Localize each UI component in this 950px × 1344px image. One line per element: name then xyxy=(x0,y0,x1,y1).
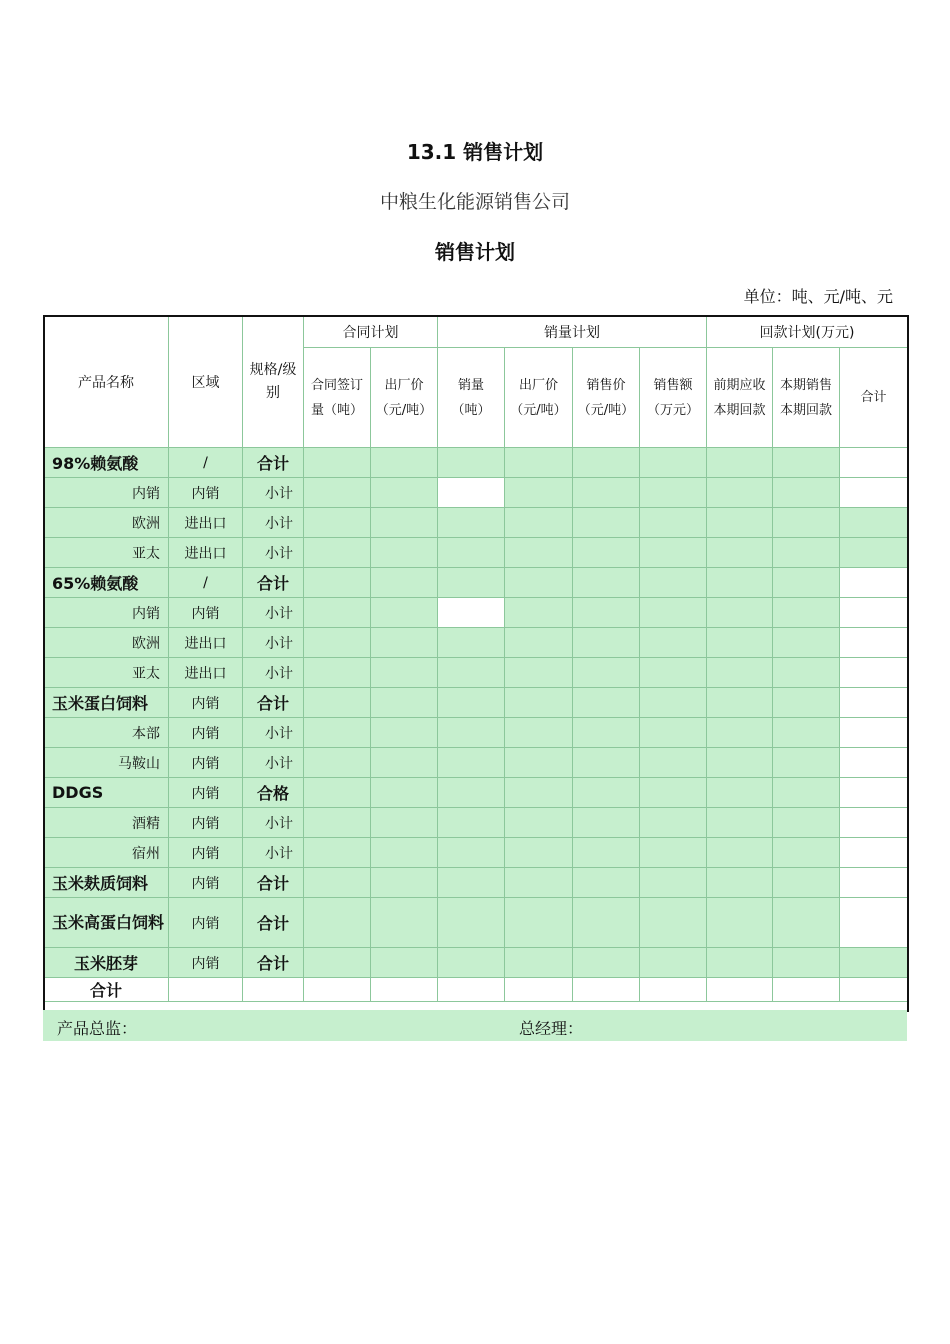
cell-region: 进出口 xyxy=(169,538,243,568)
cell-value[interactable] xyxy=(505,688,573,718)
cell-value[interactable] xyxy=(371,658,438,688)
cell-product-name: 玉米麸质饲料 xyxy=(44,868,169,898)
cell-region: 进出口 xyxy=(169,658,243,688)
cell-spec: 小计 xyxy=(243,478,304,508)
cell-value[interactable] xyxy=(773,808,840,838)
cell-product-name: 98%赖氨酸 xyxy=(44,448,169,478)
cell-value[interactable] xyxy=(304,948,371,978)
cell-value[interactable] xyxy=(573,448,640,478)
cell-value[interactable] xyxy=(773,568,840,598)
cell-value[interactable] xyxy=(371,568,438,598)
cell-value[interactable] xyxy=(505,658,573,688)
cell-value[interactable] xyxy=(371,948,438,978)
cell-value[interactable] xyxy=(640,978,707,1002)
cell-value[interactable] xyxy=(773,598,840,628)
cell-product-name: 65%赖氨酸 xyxy=(44,568,169,598)
cell-value[interactable] xyxy=(840,868,908,898)
cell-value[interactable] xyxy=(640,948,707,978)
cell-value[interactable] xyxy=(707,838,773,868)
cell-region: 内销 xyxy=(169,838,243,868)
cell-product-name: 玉米高蛋白饲料 xyxy=(44,898,169,948)
cell-value[interactable] xyxy=(304,598,371,628)
cell-region: 进出口 xyxy=(169,508,243,538)
cell-value[interactable] xyxy=(438,478,505,508)
cell-value[interactable] xyxy=(640,598,707,628)
cell-value[interactable] xyxy=(438,508,505,538)
cell-value[interactable] xyxy=(707,478,773,508)
cell-value[interactable] xyxy=(707,898,773,948)
cell-value[interactable] xyxy=(438,838,505,868)
cell-value[interactable] xyxy=(773,948,840,978)
cell-value[interactable] xyxy=(707,718,773,748)
cell-value[interactable] xyxy=(505,838,573,868)
cell-value[interactable] xyxy=(840,978,908,1002)
cell-value[interactable] xyxy=(438,628,505,658)
cell-value[interactable] xyxy=(505,868,573,898)
cell-value[interactable] xyxy=(640,898,707,948)
cell-value[interactable] xyxy=(840,688,908,718)
cell-value[interactable] xyxy=(573,568,640,598)
cell-product-name: 内销 xyxy=(44,598,169,628)
table-row xyxy=(44,538,908,568)
cell-value[interactable] xyxy=(773,508,840,538)
cell-value[interactable] xyxy=(304,868,371,898)
cell-value[interactable] xyxy=(371,508,438,538)
cell-value[interactable] xyxy=(773,718,840,748)
signature-footer xyxy=(43,1010,907,1041)
cell-value[interactable] xyxy=(371,838,438,868)
cell-product-name: 合计 xyxy=(44,978,169,1002)
cell-product-name: 内销 xyxy=(44,478,169,508)
header-current-receivable: 本期销售本期回款 xyxy=(773,348,840,448)
cell-value[interactable] xyxy=(438,658,505,688)
cell-value[interactable] xyxy=(573,748,640,778)
cell-value[interactable] xyxy=(707,568,773,598)
cell-value[interactable] xyxy=(371,688,438,718)
cell-value[interactable] xyxy=(304,718,371,748)
cell-value[interactable] xyxy=(640,448,707,478)
cell-spec: 小计 xyxy=(243,808,304,838)
cell-region: 内销 xyxy=(169,948,243,978)
cell-product-name: 本部 xyxy=(44,718,169,748)
cell-value[interactable] xyxy=(505,478,573,508)
cell-value[interactable] xyxy=(573,808,640,838)
cell-value[interactable] xyxy=(438,868,505,898)
cell-value[interactable] xyxy=(371,898,438,948)
cell-value[interactable] xyxy=(371,808,438,838)
table-row xyxy=(44,838,908,868)
cell-value[interactable] xyxy=(773,978,840,1002)
header-prior-receivable: 前期应收本期回款 xyxy=(707,348,773,448)
cell-value[interactable] xyxy=(304,658,371,688)
cell-value[interactable] xyxy=(505,628,573,658)
cell-value[interactable] xyxy=(707,948,773,978)
cell-value[interactable] xyxy=(707,868,773,898)
cell-spec: 合计 xyxy=(243,448,304,478)
cell-value[interactable] xyxy=(304,568,371,598)
cell-value[interactable] xyxy=(304,778,371,808)
cell-region: 进出口 xyxy=(169,628,243,658)
cell-value[interactable] xyxy=(438,978,505,1002)
cell-spec: 小计 xyxy=(243,838,304,868)
table-row xyxy=(44,898,908,948)
cell-value[interactable] xyxy=(840,568,908,598)
cell-value[interactable] xyxy=(640,718,707,748)
cell-product-name: 亚太 xyxy=(44,658,169,688)
cell-spec: 合计 xyxy=(243,948,304,978)
cell-value[interactable] xyxy=(773,778,840,808)
cell-product-name: 宿州 xyxy=(44,838,169,868)
cell-value[interactable] xyxy=(840,598,908,628)
cell-value[interactable] xyxy=(371,598,438,628)
cell-value[interactable] xyxy=(573,658,640,688)
cell-value[interactable] xyxy=(505,718,573,748)
cell-value[interactable] xyxy=(371,748,438,778)
cell-value[interactable] xyxy=(640,478,707,508)
cell-region: 内销 xyxy=(169,778,243,808)
cell-value[interactable] xyxy=(438,948,505,978)
table-row xyxy=(44,868,908,898)
cell-value[interactable] xyxy=(773,688,840,718)
cell-value[interactable] xyxy=(505,748,573,778)
cell-spec: 合计 xyxy=(243,868,304,898)
header-volume-plan: 销量计划 xyxy=(438,316,707,348)
cell-region: 内销 xyxy=(169,478,243,508)
cell-spec xyxy=(243,978,304,1002)
cell-value[interactable] xyxy=(840,478,908,508)
header-payment-total: 合计 xyxy=(840,348,908,448)
cell-value[interactable] xyxy=(304,688,371,718)
cell-value[interactable] xyxy=(840,898,908,948)
cell-value[interactable] xyxy=(773,478,840,508)
cell-value[interactable] xyxy=(573,838,640,868)
cell-value[interactable] xyxy=(707,598,773,628)
cell-spec: 小计 xyxy=(243,748,304,778)
header-factory-price: 出厂价（元/吨） xyxy=(505,348,573,448)
table-row xyxy=(44,778,908,808)
cell-value[interactable] xyxy=(707,808,773,838)
cell-spec: 合计 xyxy=(243,568,304,598)
cell-product-name: 欧洲 xyxy=(44,508,169,538)
cell-value[interactable] xyxy=(573,628,640,658)
cell-value[interactable] xyxy=(773,838,840,868)
cell-value[interactable] xyxy=(371,478,438,508)
cell-value[interactable] xyxy=(573,688,640,718)
cell-value[interactable] xyxy=(438,538,505,568)
cell-region: 内销 xyxy=(169,718,243,748)
cell-value[interactable] xyxy=(304,478,371,508)
cell-value[interactable] xyxy=(707,658,773,688)
cell-spec: 小计 xyxy=(243,538,304,568)
cell-value[interactable] xyxy=(840,508,908,538)
cell-value[interactable] xyxy=(505,568,573,598)
cell-value[interactable] xyxy=(304,508,371,538)
cell-region: / xyxy=(169,568,243,598)
cell-value[interactable] xyxy=(573,978,640,1002)
cell-region: 内销 xyxy=(169,808,243,838)
cell-spec: 合计 xyxy=(243,898,304,948)
cell-value[interactable] xyxy=(438,748,505,778)
cell-value[interactable] xyxy=(707,688,773,718)
cell-value[interactable] xyxy=(707,538,773,568)
cell-value[interactable] xyxy=(640,508,707,538)
cell-value[interactable] xyxy=(371,448,438,478)
cell-value[interactable] xyxy=(773,628,840,658)
table-row xyxy=(44,808,908,838)
cell-value[interactable] xyxy=(573,598,640,628)
cell-value[interactable] xyxy=(371,778,438,808)
cell-value[interactable] xyxy=(640,568,707,598)
cell-value[interactable] xyxy=(304,898,371,948)
cell-value[interactable] xyxy=(505,898,573,948)
cell-spec: 小计 xyxy=(243,508,304,538)
cell-value[interactable] xyxy=(371,868,438,898)
header-payment-plan: 回款计划(万元) xyxy=(707,316,908,348)
cell-value[interactable] xyxy=(640,868,707,898)
cell-product-name: 亚太 xyxy=(44,538,169,568)
cell-value[interactable] xyxy=(573,778,640,808)
cell-value[interactable] xyxy=(573,508,640,538)
cell-value[interactable] xyxy=(640,808,707,838)
table-row xyxy=(44,658,908,688)
cell-value[interactable] xyxy=(640,538,707,568)
cell-value[interactable] xyxy=(773,448,840,478)
section-title: 13.1 销售计划 xyxy=(406,140,544,164)
cell-product-name: DDGS xyxy=(44,778,169,808)
cell-product-name: 玉米蛋白饲料 xyxy=(44,688,169,718)
cell-region xyxy=(169,978,243,1002)
table-row xyxy=(44,568,908,598)
header-region: 区域 xyxy=(169,316,243,448)
table-row xyxy=(44,718,908,748)
cell-spec: 小计 xyxy=(243,628,304,658)
cell-value[interactable] xyxy=(640,838,707,868)
cell-value[interactable] xyxy=(505,508,573,538)
cell-value[interactable] xyxy=(304,628,371,658)
cell-value[interactable] xyxy=(371,718,438,748)
header-contract-plan: 合同计划 xyxy=(304,316,438,348)
cell-value[interactable] xyxy=(505,598,573,628)
cell-value[interactable] xyxy=(840,718,908,748)
table-row xyxy=(44,448,908,478)
cell-value[interactable] xyxy=(505,778,573,808)
cell-value[interactable] xyxy=(304,808,371,838)
cell-value[interactable] xyxy=(505,808,573,838)
cell-value[interactable] xyxy=(707,508,773,538)
cell-value[interactable] xyxy=(573,718,640,748)
cell-value[interactable] xyxy=(505,538,573,568)
cell-value[interactable] xyxy=(640,628,707,658)
cell-value[interactable] xyxy=(707,978,773,1002)
table-row xyxy=(44,748,908,778)
cell-value[interactable] xyxy=(505,948,573,978)
cell-product-name: 马鞍山 xyxy=(44,748,169,778)
header-sale-price: 销售价（元/吨） xyxy=(573,348,640,448)
cell-value[interactable] xyxy=(573,478,640,508)
cell-value[interactable] xyxy=(304,838,371,868)
cell-spec: 小计 xyxy=(243,598,304,628)
cell-value[interactable] xyxy=(840,628,908,658)
cell-value[interactable] xyxy=(840,448,908,478)
header-contract-price: 出厂价（元/吨） xyxy=(371,348,438,448)
cell-value[interactable] xyxy=(640,748,707,778)
table-row xyxy=(44,508,908,538)
cell-value[interactable] xyxy=(438,568,505,598)
cell-region: 内销 xyxy=(169,898,243,948)
cell-value[interactable] xyxy=(371,538,438,568)
cell-spec: 小计 xyxy=(243,658,304,688)
cell-value[interactable] xyxy=(773,658,840,688)
cell-value[interactable] xyxy=(505,978,573,1002)
cell-value[interactable] xyxy=(505,448,573,478)
cell-value[interactable] xyxy=(438,448,505,478)
table-row xyxy=(44,598,908,628)
cell-value[interactable] xyxy=(707,748,773,778)
unit-label: 单位：吨、元/吨、元 xyxy=(743,287,893,306)
table-row xyxy=(44,628,908,658)
table-row xyxy=(44,688,908,718)
cell-product-name: 酒精 xyxy=(44,808,169,838)
cell-value[interactable] xyxy=(773,538,840,568)
cell-value[interactable] xyxy=(640,778,707,808)
table-row xyxy=(44,478,908,508)
cell-value[interactable] xyxy=(573,538,640,568)
cell-value[interactable] xyxy=(840,838,908,868)
cell-value[interactable] xyxy=(371,978,438,1002)
cell-product-name: 欧洲 xyxy=(44,628,169,658)
cell-region: 内销 xyxy=(169,598,243,628)
cell-spec: 小计 xyxy=(243,718,304,748)
cell-value[interactable] xyxy=(438,808,505,838)
company-name: 中粮生化能源销售公司 xyxy=(379,191,570,213)
cell-value[interactable] xyxy=(438,898,505,948)
table-row xyxy=(44,948,908,978)
cell-value[interactable] xyxy=(304,538,371,568)
header-spec: 规格/级别 xyxy=(243,316,304,448)
plan-title: 销售计划 xyxy=(435,240,515,264)
cell-value[interactable] xyxy=(840,748,908,778)
cell-spec: 合格 xyxy=(243,778,304,808)
cell-value[interactable] xyxy=(707,628,773,658)
cell-region: 内销 xyxy=(169,748,243,778)
header-sales-qty: 销量（吨） xyxy=(438,348,505,448)
cell-value[interactable] xyxy=(304,978,371,1002)
cell-value[interactable] xyxy=(438,718,505,748)
cell-region: 内销 xyxy=(169,868,243,898)
cell-value[interactable] xyxy=(773,748,840,778)
cell-value[interactable] xyxy=(707,448,773,478)
cell-value[interactable] xyxy=(773,868,840,898)
cell-value[interactable] xyxy=(640,658,707,688)
cell-value[interactable] xyxy=(438,778,505,808)
cell-value[interactable] xyxy=(438,688,505,718)
header-contract-qty: 合同签订量（吨） xyxy=(304,348,371,448)
cell-product-name: 玉米胚芽 xyxy=(44,948,169,978)
cell-value[interactable] xyxy=(773,898,840,948)
cell-value[interactable] xyxy=(840,658,908,688)
cell-value[interactable] xyxy=(304,448,371,478)
cell-value[interactable] xyxy=(438,598,505,628)
cell-region: 内销 xyxy=(169,688,243,718)
cell-value[interactable] xyxy=(840,538,908,568)
header-product: 产品名称 xyxy=(44,316,169,448)
cell-value[interactable] xyxy=(640,688,707,718)
table-row xyxy=(44,978,908,1002)
cell-value[interactable] xyxy=(573,948,640,978)
cell-value[interactable] xyxy=(840,948,908,978)
cell-value[interactable] xyxy=(573,868,640,898)
cell-value[interactable] xyxy=(371,628,438,658)
product-director-label: 产品总监： xyxy=(57,1019,138,1038)
cell-spec: 合计 xyxy=(243,688,304,718)
cell-value[interactable] xyxy=(573,898,640,948)
sales-plan-table xyxy=(43,315,908,1002)
general-manager-label: 总经理： xyxy=(519,1019,584,1038)
cell-value[interactable] xyxy=(304,748,371,778)
cell-value[interactable] xyxy=(840,808,908,838)
cell-region: / xyxy=(169,448,243,478)
cell-value[interactable] xyxy=(840,778,908,808)
cell-value[interactable] xyxy=(707,778,773,808)
header-sales-amount: 销售额（万元） xyxy=(640,348,707,448)
